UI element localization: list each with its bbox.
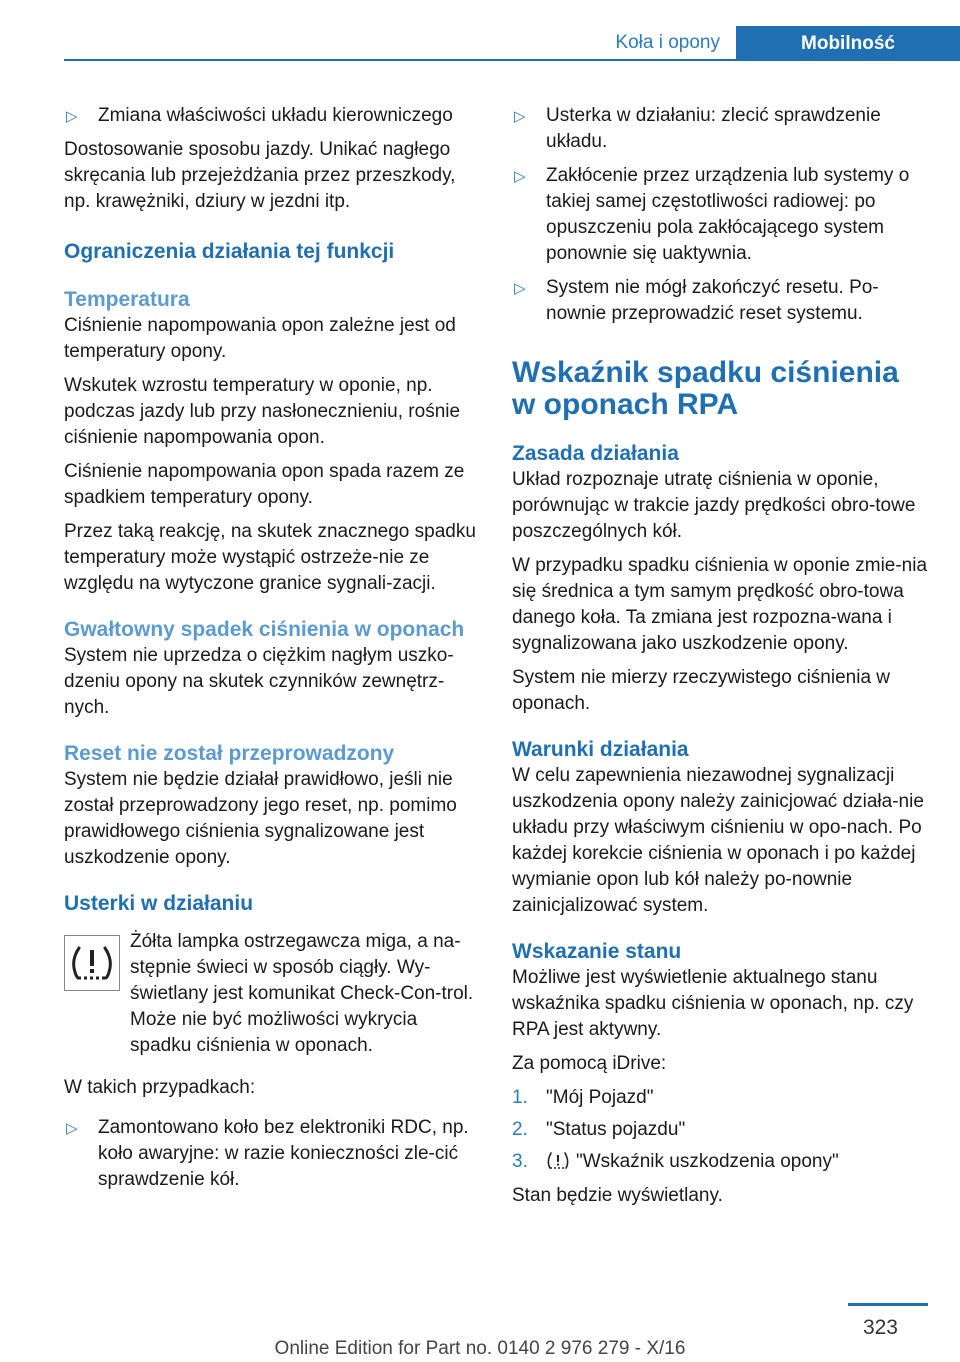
warning-block — [64, 929, 479, 1059]
step-number: 3. — [512, 1151, 528, 1172]
paragraph: Ciśnienie napompowania opon zależne jest od temperatury opony. — [64, 315, 456, 362]
footer-edition: Online Edition for Part no. 0140 2 976 279 - X/16 — [274, 1338, 686, 1359]
paragraph: W przypadku spadku ciśnienia w oponie zmie-nia się średnica a tym samym prędkość obro-towa danego koła. Ta zmiana jest rozpozna-wana i sygnalizowana jako uszkodzenie opony. — [512, 555, 928, 654]
tire-pressure-small-icon — [546, 1151, 570, 1171]
section-tab[interactable]: Koła i opony — [615, 32, 720, 53]
step-text: "Mój Pojazd" — [546, 1087, 654, 1108]
list-item-text: Zmiana właściwości układu kierowniczego — [98, 105, 453, 126]
paragraph: Przez taką reakcję, na skutek znacznego spadku temperatury może wystąpić ostrzeże-nie ze względu na wytyczone granice sygnali-zacji. — [64, 521, 476, 594]
header-rule — [64, 59, 960, 61]
paragraph: W takich przypadkach: — [64, 1077, 256, 1098]
right-column — [512, 103, 928, 1217]
list-item-text: System nie mógł zakończyć resetu. Po-nownie przeprowadzić reset systemu. — [546, 277, 879, 324]
step-item — [512, 1085, 928, 1111]
triangle-bullet-icon: ▷ — [66, 1120, 78, 1137]
triangle-bullet-icon: ▷ — [66, 108, 78, 125]
paragraph: W celu zapewnienia niezawodnej sygnalizacji uszkodzenia opony należy zainicjować działa-nie układu przy właściwym ciśnieniu w opo-nach. Po każdej korekcie ciśnienia w oponach i po każdej wymianie opon lub kół należy po-nownie zainicjalizować system. — [512, 765, 924, 916]
step-item — [512, 1117, 928, 1143]
step-number: 1. — [512, 1087, 528, 1108]
heading-rpa: Wskaźnik spadku ciśnienia w oponach RPA — [512, 356, 899, 421]
paragraph: Dostosowanie sposobu jazdy. Unikać nagłego skręcania lub przejeżdżania przez przeszkody, np. krawężniki, dziury w jezdni itp. — [64, 139, 456, 212]
step-text: "Wskaźnik uszkodzenia opony" — [576, 1151, 839, 1172]
paragraph: System nie będzie działał prawidłowo, jeśli nie został przeprowadzony jego reset, np. pomimo prawidłowego ciśnienia sygnalizowane jest uszkodzenie opony. — [64, 769, 457, 868]
chapter-tab[interactable]: Mobilność — [736, 26, 960, 61]
steps-list — [512, 1085, 928, 1175]
triangle-bullet-icon: ▷ — [514, 280, 526, 297]
heading-sudden-drop: Gwałtowny spadek ciśnienia w oponach — [64, 618, 465, 641]
list-item — [512, 275, 928, 327]
list-item-text: Zamontowano koło bez elektroniki RDC, np. koło awaryjne: w razie konieczności zle-cić sprawdzenie kół. — [98, 1117, 469, 1190]
paragraph: Układ rozpoznaje utratę ciśnienia w oponie, porównując w trakcie jazdy prędkości obro-towe poszczególnych kół. — [512, 469, 916, 542]
heading-temperature: Temperatura — [64, 288, 190, 311]
page-number: 323 — [862, 1316, 898, 1339]
triangle-bullet-icon: ▷ — [514, 108, 526, 125]
list-item — [64, 1115, 479, 1193]
tire-pressure-warning-icon — [64, 935, 120, 991]
paragraph: Stan będzie wyświetlany. — [512, 1185, 723, 1206]
step-item — [512, 1149, 928, 1175]
list-item — [512, 103, 928, 155]
paragraph: Ciśnienie napompowania opon spada razem ze spadkiem temperatury opony. — [64, 461, 465, 508]
step-text: "Status pojazdu" — [546, 1119, 686, 1140]
paragraph: System nie uprzedza o ciężkim nagłym uszko-dzeniu opony na skutek czynników zewnętrz-nych. — [64, 645, 454, 718]
heading-principle: Zasada działania — [512, 442, 679, 465]
list-item — [512, 163, 928, 267]
heading-malfunction: Usterki w działaniu — [64, 892, 254, 915]
bullet-list-top — [64, 103, 479, 129]
heading-limits: Ograniczenia działania tej funkcji — [64, 240, 395, 263]
list-item-text: Zakłócenie przez urządzenia lub systemy o takiej samej częstotliwości radiowej: po opuszczeniu pola zakłócającego system ponownie się uaktywnia. — [546, 165, 910, 264]
heading-reset: Reset nie został przeprowadzony — [64, 742, 395, 765]
paragraph: Za pomocą iDrive: — [512, 1053, 667, 1074]
footer-rule — [848, 1303, 928, 1306]
paragraph: Wskutek wzrostu temperatury w oponie, np. podczas jazdy lub przy nasłonecznieniu, rośnie ciśnienie napompowania opon. — [64, 375, 461, 448]
paragraph: System nie mierzy rzeczywistego ciśnienia w oponach. — [512, 667, 891, 714]
list-item-text: Usterka w działaniu: zlecić sprawdzenie układu. — [546, 105, 881, 152]
heading-status: Wskazanie stanu — [512, 940, 682, 963]
heading-conditions: Warunki działania — [512, 738, 689, 761]
paragraph: Możliwe jest wyświetlenie aktualnego stanu wskaźnika spadku ciśnienia w oponach, np. czy RPA jest aktywny. — [512, 967, 914, 1040]
bullet-list-right — [512, 103, 928, 327]
bullet-list-cases — [64, 1115, 479, 1193]
page-header — [64, 26, 960, 61]
warning-paragraph: Żółta lampka ostrzegawcza miga, a na-stępnie świeci w sposób ciągły. Wy-świetlany jest komunikat Check-Con-trol. Może nie być możliwości wykrycia spadku ciśnienia w oponach. — [130, 931, 474, 1056]
left-column — [64, 103, 479, 1201]
step-number: 2. — [512, 1119, 528, 1140]
triangle-bullet-icon: ▷ — [514, 168, 526, 185]
list-item — [64, 103, 479, 129]
